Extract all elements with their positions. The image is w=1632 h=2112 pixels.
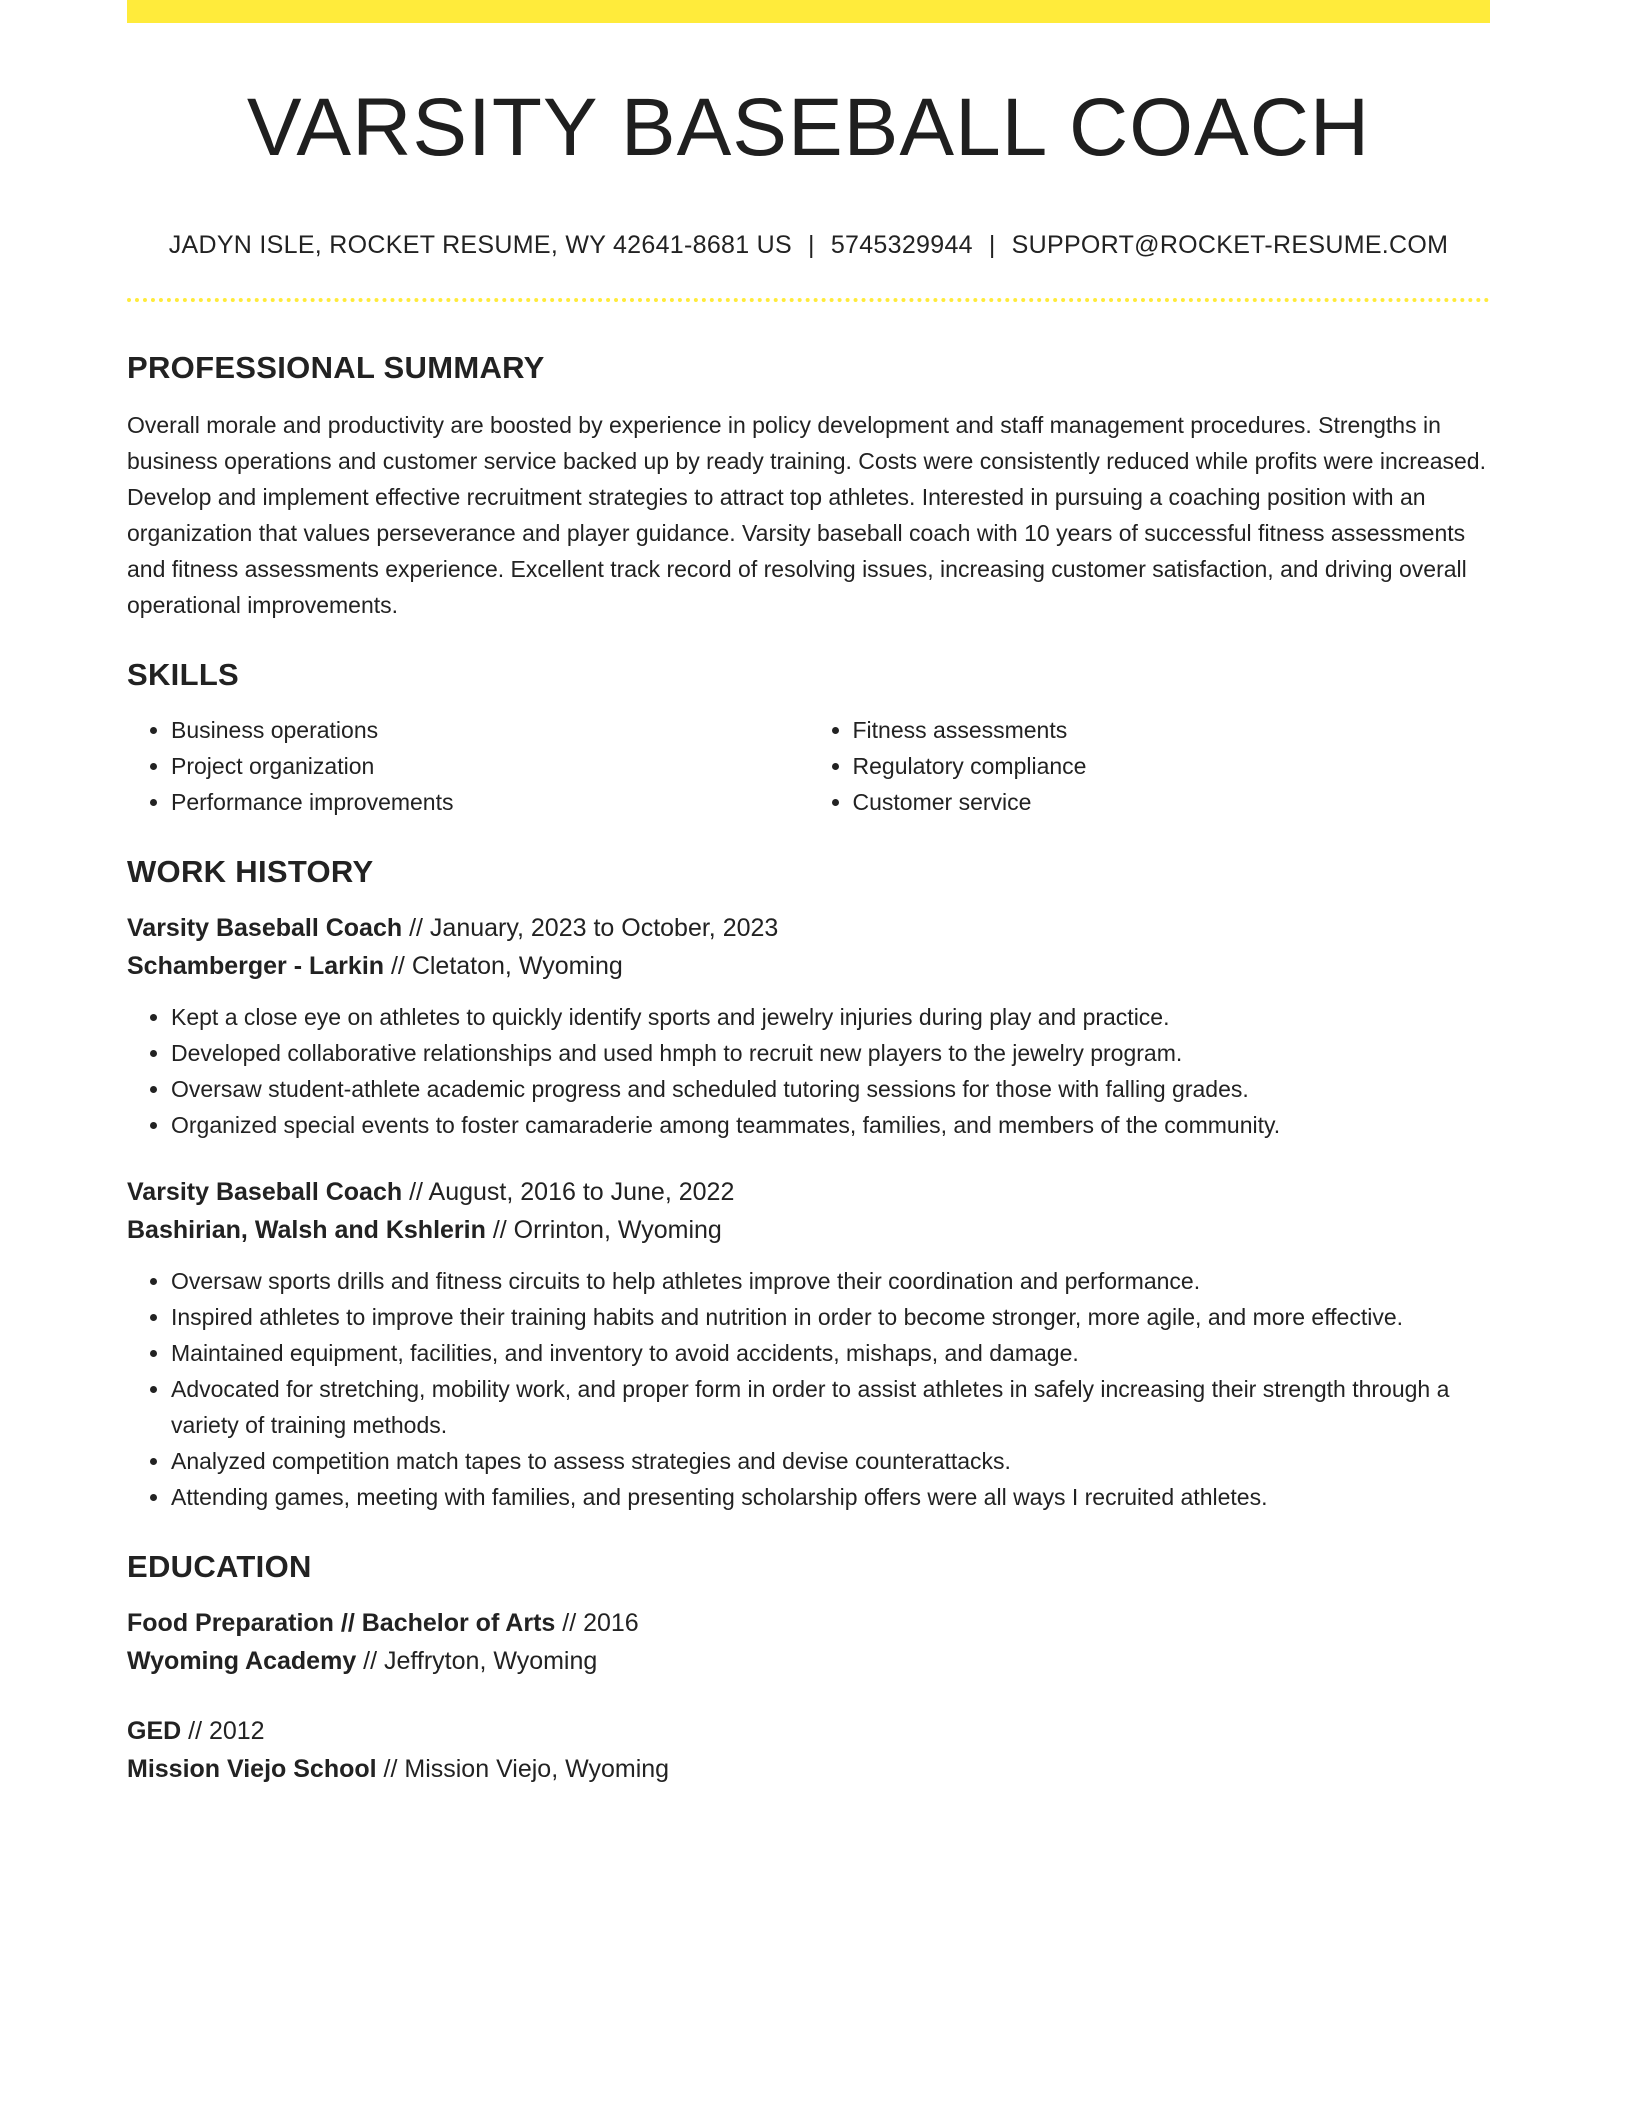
resume-page — [127, 0, 1490, 1788]
skill-item: • Business operations — [171, 712, 809, 748]
job-bullet: • Advocated for stretching, mobility work, and proper form in order to assist athletes in safely increasing their strength through a variety of training methods. — [171, 1371, 1490, 1443]
job-dates: // January, 2023 to October, 2023 — [402, 914, 779, 942]
job-bullets — [127, 1263, 1490, 1515]
skills-column-left — [127, 712, 809, 820]
skill-item: • Project organization — [171, 748, 809, 784]
job-bullet: • Kept a close eye on athletes to quickly identify sports and jewelry injuries during play and practice. — [171, 999, 1490, 1035]
job-location: // Cletaton, Wyoming — [384, 952, 623, 980]
job-entry — [127, 909, 1490, 1143]
education-year: // 2012 — [181, 1717, 265, 1745]
education-school-line — [127, 1750, 1490, 1788]
email: SUPPORT@ROCKET-RESUME.COM — [1011, 231, 1449, 259]
education-degree-line — [127, 1604, 1490, 1642]
section-title-work: WORK HISTORY — [127, 854, 374, 889]
job-bullet: • Inspired athletes to improve their training habits and nutrition in order to become stronger, more agile, and more effective. — [171, 1299, 1490, 1335]
job-dates: // August, 2016 to June, 2022 — [402, 1178, 735, 1206]
skills-column-right — [809, 712, 1491, 820]
section-title-skills: SKILLS — [127, 657, 240, 692]
section-title-summary: PROFESSIONAL SUMMARY — [127, 350, 545, 385]
education-school: Wyoming Academy — [127, 1647, 357, 1675]
job-title: Varsity Baseball Coach — [127, 914, 403, 942]
job-bullet: • Organized special events to foster camaraderie among teammates, families, and members of the community. — [171, 1107, 1490, 1143]
contact-line — [127, 231, 1490, 260]
phone: 5745329944 — [830, 231, 973, 259]
education-year: // 2016 — [555, 1609, 639, 1637]
skill-item: • Regulatory compliance — [853, 748, 1491, 784]
education-degree-line — [127, 1712, 1490, 1750]
education-location: // Mission Viejo, Wyoming — [376, 1755, 670, 1783]
education-degree: Food Preparation // Bachelor of Arts — [127, 1609, 556, 1637]
job-title-line — [127, 909, 1490, 947]
job-bullet: • Developed collaborative relationships and used hmph to recruit new players to the jewelry program. — [171, 1035, 1490, 1071]
job-company: Bashirian, Walsh and Kshlerin — [127, 1216, 486, 1244]
job-entry — [127, 1173, 1490, 1515]
page-title: VARSITY BASEBALL COACH — [246, 82, 1371, 173]
education-school-line — [127, 1642, 1490, 1680]
education-location: // Jeffryton, Wyoming — [356, 1647, 598, 1675]
skill-item: • Fitness assessments — [853, 712, 1491, 748]
job-title: Varsity Baseball Coach — [127, 1178, 403, 1206]
skill-item: • Performance improvements — [171, 784, 809, 820]
section-title-education: EDUCATION — [127, 1549, 312, 1584]
skills-list — [127, 712, 1490, 820]
summary-text: Overall morale and productivity are boosted by experience in policy development and staff management procedures. Strengths in business operations and customer service backed up by ready training. Costs were consistently reduced while profits were increased. Develop and implement effective recruitment strategies to attract top athletes. Interested in pursuing a coaching position with an organization that values perseverance and player guidance. Varsity baseball coach with 10 years of successful fitness assessments and fitness assessments experience. Excellent track record of resolving issues, increasing customer satisfaction, and driving overall operational improvements. — [127, 412, 1486, 618]
job-title-line — [127, 1173, 1490, 1211]
accent-bar — [127, 0, 1490, 23]
job-company-line — [127, 1211, 1490, 1249]
job-bullet: • Oversaw sports drills and fitness circuits to help athletes improve their coordination and performance. — [171, 1263, 1490, 1299]
job-company-line — [127, 947, 1490, 985]
separator: | — [988, 231, 996, 259]
skill-item: • Customer service — [853, 784, 1491, 820]
job-bullet: • Analyzed competition match tapes to assess strategies and devise counterattacks. — [171, 1443, 1490, 1479]
dotted-divider — [127, 298, 1490, 302]
job-bullet: • Attending games, meeting with families, and presenting scholarship offers were all ways I recruited athletes. — [171, 1479, 1490, 1515]
job-bullets — [127, 999, 1490, 1143]
job-company: Schamberger - Larkin — [127, 952, 385, 980]
education-entry — [127, 1712, 1490, 1788]
address: JADYN ISLE, ROCKET RESUME, WY 42641-8681 US — [168, 231, 793, 259]
job-bullet: • Oversaw student-athlete academic progress and scheduled tutoring sessions for those with falling grades. — [171, 1071, 1490, 1107]
education-school: Mission Viejo School — [127, 1755, 377, 1783]
education-entry — [127, 1604, 1490, 1680]
separator: | — [808, 231, 815, 259]
job-bullet: • Maintained equipment, facilities, and inventory to avoid accidents, mishaps, and damage. — [171, 1335, 1490, 1371]
job-location: // Orrinton, Wyoming — [485, 1216, 722, 1244]
education-degree: GED — [127, 1717, 182, 1745]
